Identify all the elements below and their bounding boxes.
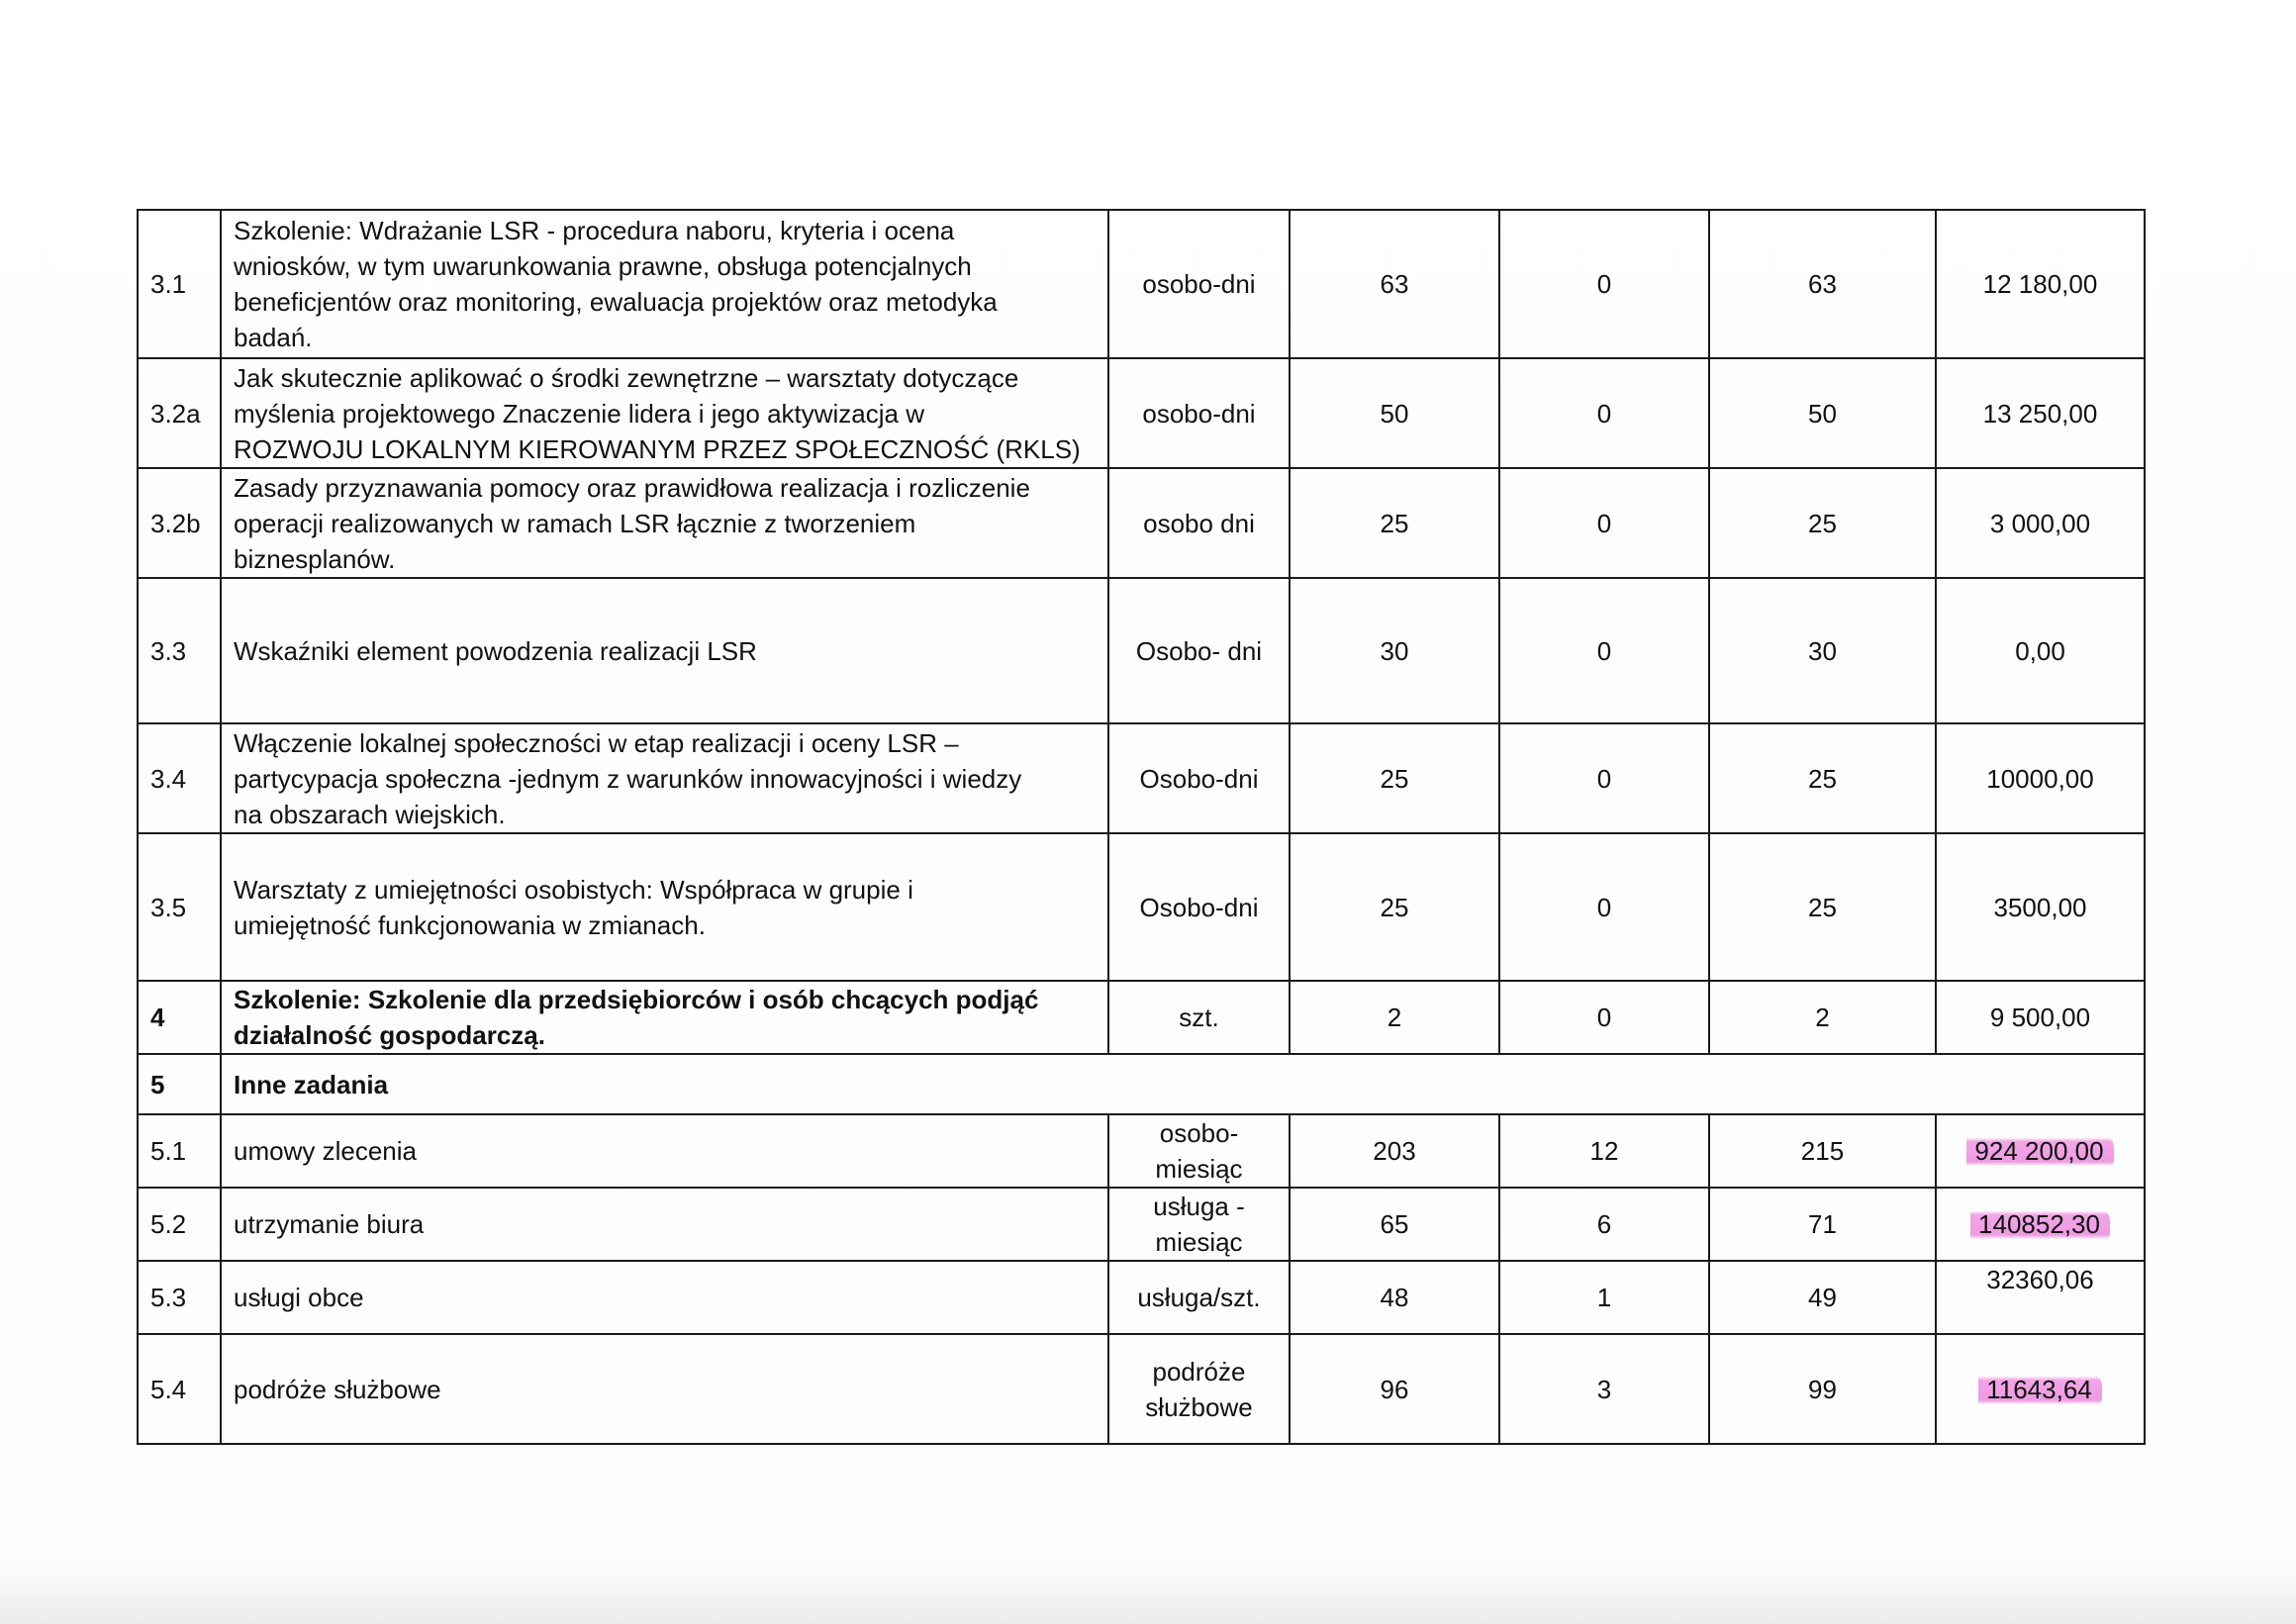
row-number: 4: [138, 981, 221, 1054]
amount-cell: 0,00: [1936, 578, 2145, 723]
table-row: [138, 1334, 2145, 1444]
description-line: Zasady przyznawania pomocy oraz prawidłowa realizacja i rozliczenie: [234, 472, 1030, 503]
quantity-cell: 50: [1290, 358, 1499, 468]
row-number: 3.1: [138, 210, 221, 358]
description-line: Szkolenie: Wdrażanie LSR - procedura naboru, kryteria i ocena: [234, 216, 955, 245]
amount-cell: 3500,00: [1936, 833, 2145, 981]
table-row: [138, 358, 2145, 468]
quantity-cell: 96: [1290, 1334, 1499, 1444]
table-row: [138, 723, 2145, 833]
amount-cell: 12 180,00: [1936, 210, 2145, 358]
description-line: umiejętność funkcjonowania w zmianach.: [234, 909, 706, 940]
description-line: myślenia projektowego Znaczenie lidera i jego aktywizacja w: [234, 398, 925, 429]
table-row: [138, 981, 2145, 1054]
row-description: [221, 578, 1108, 723]
highlighted-amount: 924 200,00: [1966, 1134, 2113, 1168]
quantity-cell: 0: [1499, 210, 1709, 358]
amount-cell: [1936, 1114, 2145, 1188]
unit-line: miesiąc: [1155, 1227, 1243, 1257]
unit-cell: Osobo-dni: [1108, 723, 1290, 833]
amount-cell: [1936, 1188, 2145, 1261]
amount-cell: [1936, 1261, 2145, 1334]
description-line: badań.: [234, 323, 313, 352]
row-number: 5.3: [138, 1261, 221, 1334]
amount-cell: 10000,00: [1936, 723, 2145, 833]
table-row: [138, 1114, 2145, 1188]
quantity-cell: 25: [1290, 723, 1499, 833]
unit-cell: [1108, 1188, 1290, 1261]
quantity-cell: 0: [1499, 723, 1709, 833]
row-description: utrzymanie biura: [221, 1188, 1108, 1261]
quantity-cell: 203: [1290, 1114, 1499, 1188]
table-row: [138, 1261, 2145, 1334]
quantity-cell: 0: [1499, 578, 1709, 723]
amount-cell: 3 000,00: [1936, 468, 2145, 578]
unit-cell: [1108, 1334, 1290, 1444]
unit-line: podróże: [1152, 1356, 1246, 1386]
row-number: 5.1: [138, 1114, 221, 1188]
row-number: 3.5: [138, 833, 221, 981]
highlighted-amount: 11643,64: [1978, 1373, 2102, 1406]
quantity-cell: 3: [1499, 1334, 1709, 1444]
description-line: biznesplanów.: [234, 543, 396, 574]
description-line: wniosków, w tym uwarunkowania prawne, obsługa potencjalnych: [234, 251, 972, 281]
row-description: [221, 833, 1108, 981]
quantity-cell: 30: [1290, 578, 1499, 723]
unit-cell: Osobo-dni: [1108, 833, 1290, 981]
row-description: umowy zlecenia: [221, 1114, 1108, 1188]
row-description: [221, 468, 1108, 578]
description-line: na obszarach wiejskich.: [234, 799, 506, 829]
unit-line: służbowe: [1145, 1391, 1253, 1422]
row-number: 3.4: [138, 723, 221, 833]
quantity-cell: 25: [1290, 833, 1499, 981]
table-row: [138, 468, 2145, 578]
total-quantity-cell: 30: [1709, 578, 1936, 723]
description-line: ROZWOJU LOKALNYM KIEROWANYM PRZEZ SPOŁECZNOŚĆ (RKLS): [234, 433, 1081, 464]
quantity-cell: 65: [1290, 1188, 1499, 1261]
quantity-cell: 63: [1290, 210, 1499, 358]
unit-line: usługa -: [1153, 1192, 1245, 1221]
description-line: Szkolenie: Szkolenie dla przedsiębiorców i osób chcących podjąć: [234, 985, 1039, 1014]
quantity-cell: 12: [1499, 1114, 1709, 1188]
quantity-cell: 0: [1499, 981, 1709, 1054]
quantity-cell: 0: [1499, 833, 1709, 981]
table-row: [138, 578, 2145, 723]
total-quantity-cell: 63: [1709, 210, 1936, 358]
total-quantity-cell: 2: [1709, 981, 1936, 1054]
unit-cell: usługa/szt.: [1108, 1261, 1290, 1334]
total-quantity-cell: 49: [1709, 1261, 1936, 1334]
unit-cell: osobo-dni: [1108, 210, 1290, 358]
description-line: działalność gospodarczą.: [234, 1020, 545, 1050]
row-description: [221, 210, 1108, 358]
row-number: 3.2b: [138, 468, 221, 578]
table-row: [138, 210, 2145, 358]
quantity-cell: 2: [1290, 981, 1499, 1054]
amount-cell: 9 500,00: [1936, 981, 2145, 1054]
description-line: beneficjentów oraz monitoring, ewaluacja projektów oraz metodyka: [234, 287, 998, 317]
unit-line: miesiąc: [1155, 1154, 1243, 1184]
unit-line: osobo-: [1159, 1118, 1239, 1148]
section-title: Inne zadania: [221, 1054, 2145, 1114]
unit-cell: osobo-dni: [1108, 358, 1290, 468]
description-line: Wskaźniki element powodzenia realizacji LSR: [234, 635, 757, 666]
row-description: [221, 981, 1108, 1054]
description-line: Włączenie lokalnej społeczności w etap realizacji i oceny LSR –: [234, 727, 959, 758]
highlighted-amount: 140852,30: [1970, 1207, 2110, 1241]
amount-value: 32360,06: [1986, 1265, 2094, 1294]
budget-table: [137, 209, 2146, 1445]
unit-cell: szt.: [1108, 981, 1290, 1054]
table-row: [138, 1188, 2145, 1261]
row-number: 5.4: [138, 1334, 221, 1444]
row-number: 5.2: [138, 1188, 221, 1261]
row-description: [221, 358, 1108, 468]
quantity-cell: 1: [1499, 1261, 1709, 1334]
amount-cell: 13 250,00: [1936, 358, 2145, 468]
table-row: [138, 833, 2145, 981]
total-quantity-cell: 25: [1709, 468, 1936, 578]
quantity-cell: 48: [1290, 1261, 1499, 1334]
quantity-cell: 0: [1499, 358, 1709, 468]
unit-cell: osobo dni: [1108, 468, 1290, 578]
row-number: 5: [138, 1054, 221, 1114]
description-line: Jak skutecznie aplikować o środki zewnętrzne – warsztaty dotyczące: [234, 362, 1019, 393]
row-description: [221, 723, 1108, 833]
total-quantity-cell: 50: [1709, 358, 1936, 468]
unit-cell: [1108, 1114, 1290, 1188]
row-number: 3.2a: [138, 358, 221, 468]
quantity-cell: 0: [1499, 468, 1709, 578]
description-line: partycypacja społeczna -jednym z warunków innowacyjności i wiedzy: [234, 763, 1022, 794]
total-quantity-cell: 71: [1709, 1188, 1936, 1261]
section-row: [138, 1054, 2145, 1114]
row-number: 3.3: [138, 578, 221, 723]
description-line: operacji realizowanych w ramach LSR łącznie z tworzeniem: [234, 508, 916, 538]
row-description: usługi obce: [221, 1261, 1108, 1334]
total-quantity-cell: 25: [1709, 833, 1936, 981]
quantity-cell: 25: [1290, 468, 1499, 578]
unit-cell: Osobo- dni: [1108, 578, 1290, 723]
quantity-cell: 6: [1499, 1188, 1709, 1261]
row-description: podróże służbowe: [221, 1334, 1108, 1444]
total-quantity-cell: 25: [1709, 723, 1936, 833]
description-line: Warsztaty z umiejętności osobistych: Współpraca w grupie i: [234, 874, 913, 905]
amount-cell: [1936, 1334, 2145, 1444]
total-quantity-cell: 215: [1709, 1114, 1936, 1188]
total-quantity-cell: 99: [1709, 1334, 1936, 1444]
